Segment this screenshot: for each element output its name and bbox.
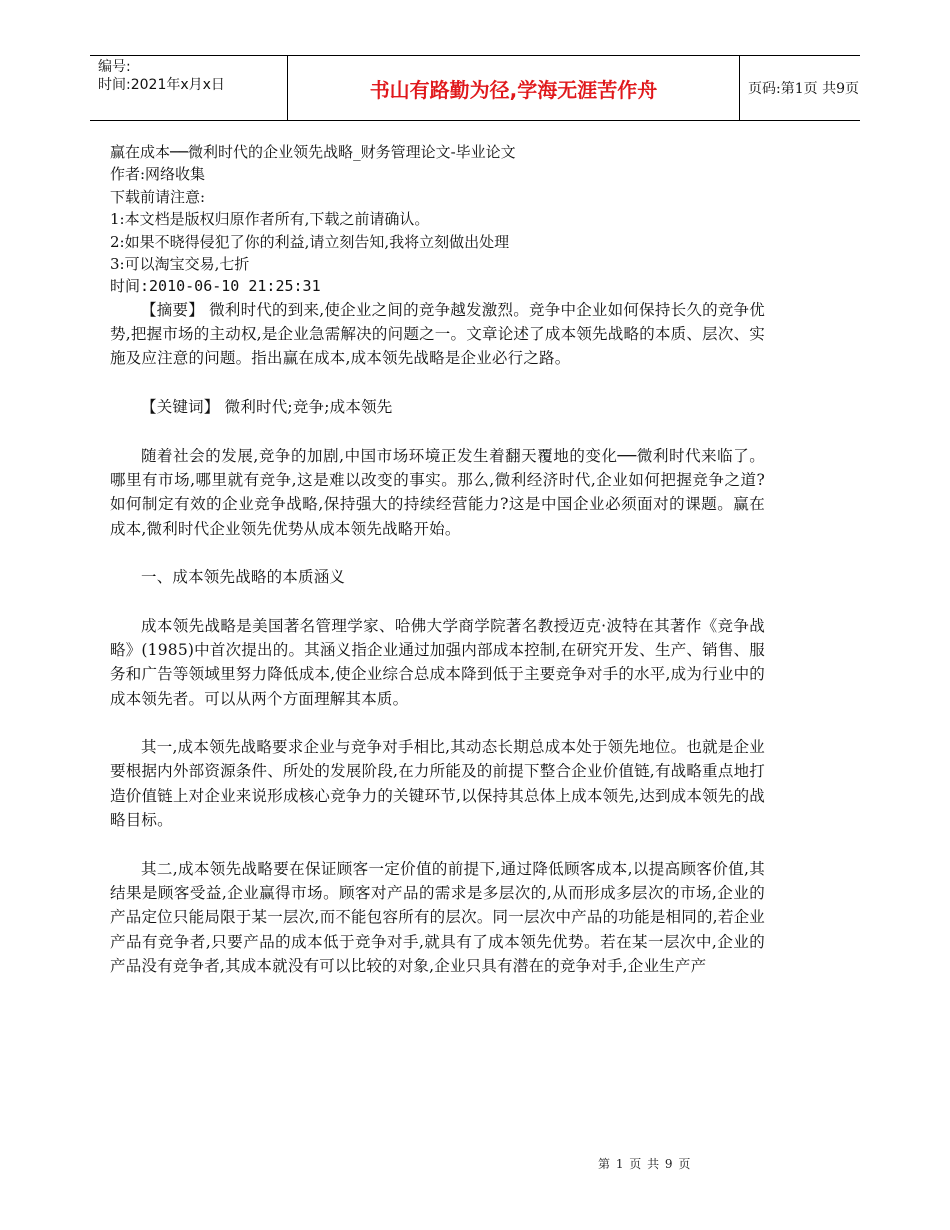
author-line: 作者:网络收集 bbox=[110, 165, 206, 184]
notice-item: 1:本文档是版权归原作者所有,下载之前请确认。 bbox=[110, 210, 430, 229]
definition-paragraph: 成本领先战略是美国著名管理学家、哈佛大学商学院著名教授迈克·波特在其著作《竞争战略》(1985)中首次提出的。其涵义指企业通过加强内部成本控制,在研究开发、生产、销售、服务和广告等领域里努力降低成本,使企业综合总成本降到低于主要竞争对手的水平,成为行业中的成本领先者。可以从两个方面理解其本质。 bbox=[110, 616, 765, 708]
timestamp-line: 时间:2010-06-10 21:25:31 bbox=[110, 277, 321, 296]
keywords-paragraph: 【关键词】 微利时代;竞争;成本领先 bbox=[141, 398, 393, 417]
page-footer: 第 1 页 共 9 页 bbox=[598, 1157, 691, 1171]
number-label: 编号: bbox=[98, 59, 131, 75]
document-meta bbox=[110, 141, 765, 298]
section-heading: 一、成本领先战略的本质涵义 bbox=[141, 568, 346, 587]
time-label: 时间:2021年x月x日 bbox=[98, 77, 225, 93]
motto: 书山有路勤为径,学海无涯苦作舟 bbox=[287, 56, 740, 120]
header-meta-cell bbox=[90, 56, 287, 120]
notice-item: 3:可以淘宝交易,七折 bbox=[110, 255, 250, 274]
page-info: 页码:第1页 共9页 bbox=[748, 81, 859, 97]
first-point-paragraph: 其一,成本领先战略要求企业与竞争对手相比,其动态长期总成本处于领先地位。也就是企业要根据内外部资源条件、所处的发展阶段,在力所能及的前提下整合企业价值链,有战略重点地打造价值链上对企业来说形成核心竞争力的关键环节,以保持其总体上成本领先,达到成本领先的战略目标。 bbox=[110, 738, 765, 830]
document-title: 赢在成本──微利时代的企业领先战略_财务管理论文-毕业论文 bbox=[110, 143, 516, 161]
intro-paragraph: 随着社会的发展,竞争的加剧,中国市场环境正发生着翻天覆地的变化──微利时代来临了。哪里有市场,哪里就有竞争,这是难以改变的事实。那么,微利经济时代,企业如何把握竞争之道?如何制定有效的企业竞争战略,保持强大的持续经营能力?这是中国企业必须面对的课题。赢在成本,微利时代企业领先优势从成本领先战略开始。 bbox=[110, 446, 765, 538]
notice-heading: 下载前请注意: bbox=[110, 187, 206, 206]
notice-item: 2:如果不晓得侵犯了你的利益,请立刻告知,我将立刻做出处理 bbox=[110, 232, 510, 251]
document-body bbox=[110, 141, 765, 978]
header-table bbox=[90, 55, 860, 121]
abstract-paragraph: 【摘要】 微利时代的到来,使企业之间的竞争越发激烈。竞争中企业如何保持长久的竞争优势,把握市场的主动权,是企业急需解决的问题之一。文章论述了成本领先战略的本质、层次、实施及应注意的问题。指出赢在成本,成本领先战略是企业必行之路。 bbox=[110, 300, 765, 368]
second-point-paragraph: 其二,成本领先战略要在保证顾客一定价值的前提下,通过降低顾客成本,以提高顾客价值,其结果是顾客受益,企业赢得市场。顾客对产品的需求是多层次的,从而形成多层次的市场,企业的产品定位只能局限于某一层次,而不能包容所有的层次。同一层次中产品的功能是相同的,若企业产品有竞争者,只要产品的成本低于竞争对手,就具有了成本领先优势。若在某一层次中,企业的产品没有竞争者,其成本就没有可以比较的对象,企业只具有潜在的竞争对手,企业生产产 bbox=[110, 859, 765, 975]
